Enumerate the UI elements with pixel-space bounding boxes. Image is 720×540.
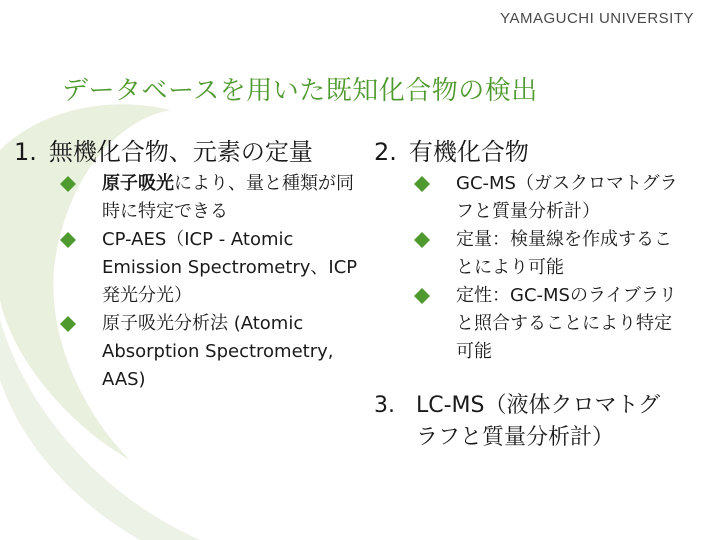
diamond-bullet-icon (60, 316, 76, 332)
diamond-bullet-icon (60, 176, 76, 192)
right-bullet-list (412, 170, 682, 366)
list-item (58, 170, 358, 226)
diamond-bullet-icon (414, 232, 430, 248)
slide-title: データベースを用いた既知化合物の検出 (62, 76, 538, 106)
list-item (58, 310, 358, 394)
bullet-text: 定量：検量線を作成することにより可能 (456, 229, 672, 278)
diamond-bullet-icon (414, 176, 430, 192)
list-item (412, 226, 682, 282)
diamond-bullet-icon (414, 288, 430, 304)
bullet-text: 原子吸光分析法 (Atomic Absorption Spectrometry, AAS) (102, 313, 334, 390)
diamond-bullet-icon (60, 232, 76, 248)
right-item3 (374, 390, 674, 454)
right-heading-text: 有機化合物 (408, 138, 529, 166)
list-item (412, 282, 682, 366)
right-column-heading (374, 132, 529, 167)
list-item (58, 226, 358, 310)
left-bullet-list (58, 170, 358, 394)
left-column-heading (14, 132, 313, 167)
left-heading-text: 無機化合物、元素の定量 (48, 138, 313, 166)
list-item (412, 170, 682, 226)
bullet-text: 定性：GC-MSのライブラリと照合することにより特定可能 (456, 285, 677, 362)
right-heading-number: 2. (374, 138, 397, 166)
bullet-text: により、量と種類が同時に特定できる (102, 173, 354, 222)
item3-text: LC-MS（液体クロマトグラフと質量分析計） (416, 393, 661, 450)
bullet-text: GC-MS（ガスクロマトグラフと質量分析計） (456, 173, 678, 222)
bullet-text: CP-AES（ICP - Atomic Emission Spectrometry、ICP発光分光） (102, 229, 358, 306)
item3-number: 3. (374, 393, 395, 418)
left-heading-number: 1. (14, 138, 37, 166)
bullet-strong-text: 原子吸光 (102, 173, 174, 194)
university-logo: YAMAGUCHI UNIVERSITY (500, 10, 694, 27)
